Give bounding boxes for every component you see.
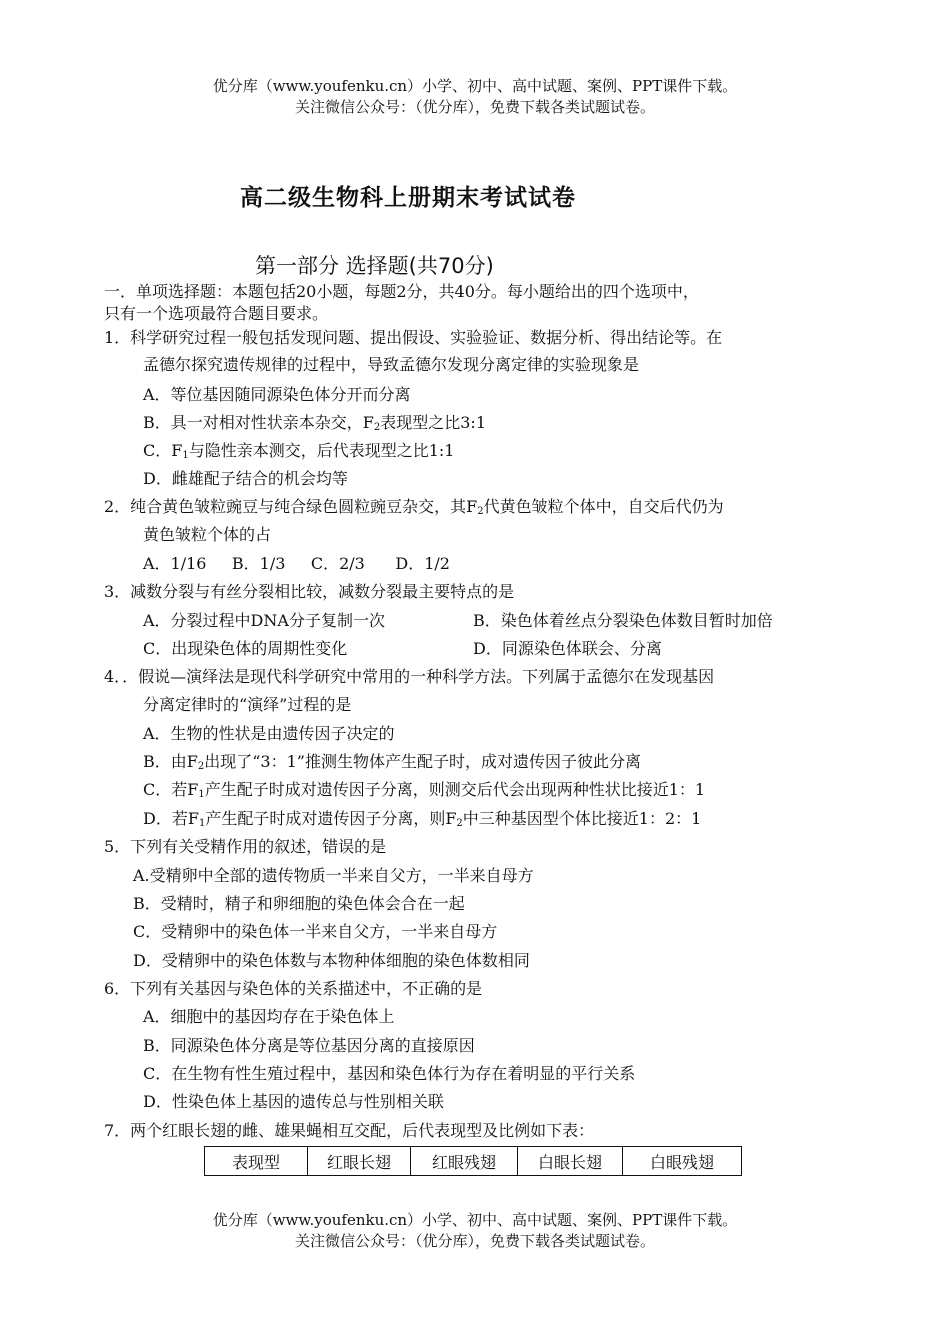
- q3-option-b: B．染色体着丝点分裂染色体数目暂时加倍: [473, 611, 773, 630]
- q6-option-c: C．在生物有性生殖过程中，基因和染色体行为存在着明显的平行关系: [143, 1064, 636, 1083]
- q1-option-d: D．雌雄配子结合的机会均等: [143, 469, 348, 488]
- part-title: 第一部分 选择题(共70分): [255, 254, 494, 278]
- table-header-cell: 白眼残翅: [623, 1147, 742, 1176]
- q3-stem: 3．减数分裂与有丝分裂相比较，减数分裂最主要特点的是: [104, 582, 515, 601]
- intro-line-2: 只有一个选项最符合题目要求。: [104, 304, 329, 323]
- q1-option-c: C．$F_1$与隐性亲本测交，后代表现型之比1:1: [143, 441, 455, 461]
- q5-option-d: D．受精卵中的染色体数与本物种体细胞的染色体数相同: [133, 951, 530, 970]
- q6-option-d: D．性染色体上基因的遗传总与性别相关联: [143, 1092, 444, 1111]
- q1-stem-2: 孟德尔探究遗传规律的过程中，导致孟德尔发现分离定律的实验现象是: [143, 355, 640, 374]
- table-header-cell: 表现型: [205, 1147, 308, 1176]
- q4-stem-2: 分离定律时的“演绎”过程的是: [143, 695, 352, 714]
- q5-option-b: B．受精时，精子和卵细胞的染色体会合在一起: [133, 894, 465, 913]
- q1-option-b: B．具一对相对性状亲本杂交，$F_2$表现型之比3:1: [143, 413, 487, 433]
- q1-option-a: A．等位基因随同源染色体分开而分离: [143, 385, 411, 404]
- q4-stem-1: 4．．假说—演绎法是现代科学研究中常用的一种科学方法。下列属于孟德尔在发现基因: [104, 667, 715, 686]
- header-line-1: 优分库（www.youfenku.cn）小学、初中、高中试题、案例、PPT课件下载。: [212, 77, 738, 95]
- footer-line-1: 优分库（www.youfenku.cn）小学、初中、高中试题、案例、PPT课件下载。: [212, 1211, 738, 1229]
- header-line-2: 关注微信公众号：（优分库），免费下载各类试题试卷。: [294, 98, 655, 116]
- q3-option-a: A．分裂过程中DNA分子复制一次: [143, 611, 385, 630]
- q5-stem: 5．下列有关受精作用的叙述，错误的是: [104, 837, 387, 856]
- q6-option-a: A．细胞中的基因均存在于染色体上: [143, 1007, 395, 1026]
- q4-option-d: D．若$F_1$产生配子时成对遗传因子分离，则$F_2$中三种基因型个体比接近1：2：1: [143, 809, 702, 829]
- q7-table: [204, 1146, 742, 1176]
- q4-option-b: B．由$F_2$出现了“3：1”推测生物体产生配子时，成对遗传因子彼此分离: [143, 752, 641, 772]
- table-row: [205, 1147, 742, 1176]
- table-header-cell: 红眼长翅: [308, 1147, 411, 1176]
- q6-option-b: B．同源染色体分离是等位基因分离的直接原因: [143, 1036, 475, 1055]
- q6-stem: 6．下列有关基因与染色体的关系描述中，不正确的是: [104, 979, 483, 998]
- q5-option-a: A.受精卵中全部的遗传物质一半来自父方，一半来自母方: [133, 866, 534, 885]
- table-header-cell: 白眼长翅: [518, 1147, 623, 1176]
- q2-options: A．1/16 B．1/3 C．2/3 D．1/2: [143, 554, 450, 573]
- footer-line-2: 关注微信公众号：（优分库），免费下载各类试题试卷。: [294, 1232, 655, 1250]
- q2-stem-1: 2．纯合黄色皱粒豌豆与纯合绿色圆粒豌豆杂交，其$F_2$代黄色皱粒个体中，自交后代仍为: [104, 497, 724, 517]
- q4-option-a: A．生物的性状是由遗传因子决定的: [143, 724, 395, 743]
- q2-stem-2: 黄色皱粒个体的占: [143, 525, 272, 544]
- q1-stem-1: 1．科学研究过程一般包括发现问题、提出假设、实验验证、数据分析、得出结论等。在: [104, 328, 723, 347]
- q7-stem: 7．两个红眼长翅的雌、雄果蝇相互交配，后代表现型及比例如下表：: [104, 1121, 595, 1140]
- page-title: 高二级生物科上册期末考试试卷: [240, 185, 576, 211]
- table-header-cell: 红眼残翅: [411, 1147, 518, 1176]
- intro-line-1: 一．单项选择题：本题包括20小题，每题2分，共40分。每小题给出的四个选项中，: [104, 282, 699, 301]
- q3-option-c: C．出现染色体的周期性变化: [143, 639, 348, 658]
- q3-option-d: D．同源染色体联会、分离: [473, 639, 662, 658]
- q5-option-c: C．受精卵中的染色体一半来自父方，一半来自母方: [133, 922, 498, 941]
- q4-option-c: C．若$F_1$产生配子时成对遗传因子分离，则测交后代会出现两种性状比接近1：1: [143, 780, 706, 800]
